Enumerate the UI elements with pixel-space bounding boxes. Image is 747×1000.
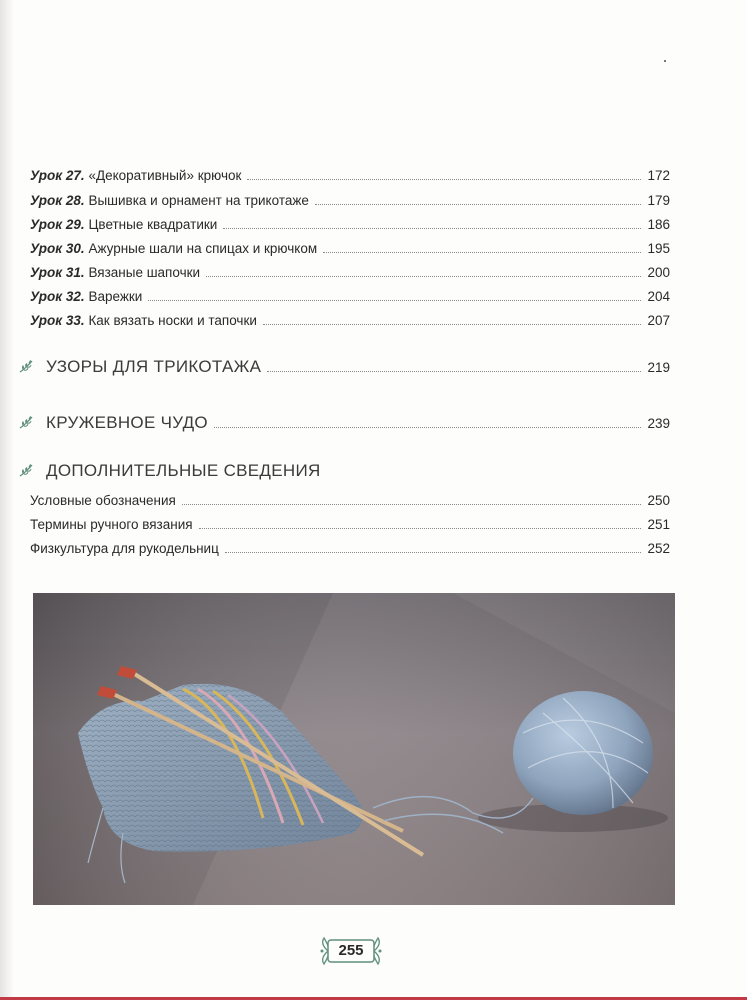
sprig-icon	[18, 414, 34, 430]
lesson-title: Вышивка и орнамент на трикотаже	[88, 193, 309, 208]
dot-leader	[247, 179, 641, 180]
page-ref: 179	[647, 193, 670, 208]
toc-lesson-28[interactable]	[30, 189, 670, 209]
dot-leader	[223, 228, 641, 229]
toc-lesson-30[interactable]	[30, 237, 670, 257]
lesson-label: Урок 32.	[30, 289, 85, 304]
lesson-label: Урок 33.	[30, 313, 85, 328]
lesson-title: Как вязать носки и тапочки	[88, 313, 257, 328]
dot-leader	[199, 528, 642, 529]
page-ref: 251	[647, 517, 670, 532]
toc-lesson-29[interactable]	[30, 213, 670, 233]
dot-leader	[267, 371, 641, 372]
lesson-title: Ажурные шали на спицах и крючком	[88, 241, 318, 256]
item-title: Условные обозначения	[30, 493, 176, 508]
knitting-photo	[33, 593, 675, 905]
page-ref: 219	[647, 360, 670, 375]
page-number-badge	[318, 934, 384, 968]
sprig-icon	[18, 358, 34, 374]
lesson-label: Урок 28.	[30, 193, 85, 208]
toc-extra-symbols[interactable]	[30, 489, 670, 509]
lesson-label: Урок 27.	[30, 168, 85, 183]
lesson-title: «Декоративный» крючок	[88, 168, 242, 183]
stray-mark	[664, 60, 666, 62]
page-ref: 250	[647, 493, 670, 508]
lesson-label: Урок 29.	[30, 217, 85, 232]
dot-leader	[225, 552, 642, 553]
lesson-title: Варежки	[88, 289, 143, 304]
toc-extra-exercise[interactable]	[30, 537, 670, 557]
section-title: КРУЖЕВНОЕ ЧУДО	[46, 413, 208, 432]
page-ref: 204	[647, 289, 670, 304]
toc-lesson-32[interactable]	[30, 285, 670, 305]
toc-lesson-27[interactable]	[30, 164, 670, 184]
page-ref: 239	[647, 416, 670, 431]
toc-section-extra[interactable]	[18, 457, 670, 481]
lesson-label: Урок 30.	[30, 241, 85, 256]
item-title: Физкультура для рукодельниц	[30, 541, 219, 556]
dot-leader	[148, 300, 641, 301]
lesson-title: Цветные квадратики	[88, 217, 218, 232]
toc-section-patterns[interactable]	[18, 353, 670, 377]
toc-lesson-33[interactable]	[30, 309, 670, 329]
page-ref: 200	[647, 265, 670, 280]
dot-leader	[315, 204, 642, 205]
page-ref: 252	[647, 541, 670, 556]
toc-section-lace[interactable]	[18, 409, 670, 433]
dot-leader	[323, 252, 641, 253]
page-gutter-shadow	[0, 0, 14, 1000]
page-ref: 186	[647, 217, 670, 232]
toc-extra-terms[interactable]	[30, 513, 670, 533]
item-title: Термины ручного вязания	[30, 517, 193, 532]
dot-leader	[182, 504, 642, 505]
dot-leader	[214, 427, 642, 428]
page-number: 255	[338, 942, 364, 959]
lesson-title: Вязаные шапочки	[88, 265, 201, 280]
page-ref: 195	[647, 241, 670, 256]
page-ref: 207	[647, 313, 670, 328]
toc-lesson-31[interactable]	[30, 261, 670, 281]
dot-leader	[263, 324, 642, 325]
page-ref: 172	[647, 168, 670, 183]
lesson-label: Урок 31.	[30, 265, 85, 280]
section-title: УЗОРЫ ДЛЯ ТРИКОТАЖА	[46, 357, 262, 376]
dot-leader	[206, 276, 641, 277]
sprig-icon	[18, 462, 34, 478]
section-title: ДОПОЛНИТЕЛЬНЫЕ СВЕДЕНИЯ	[46, 461, 321, 480]
